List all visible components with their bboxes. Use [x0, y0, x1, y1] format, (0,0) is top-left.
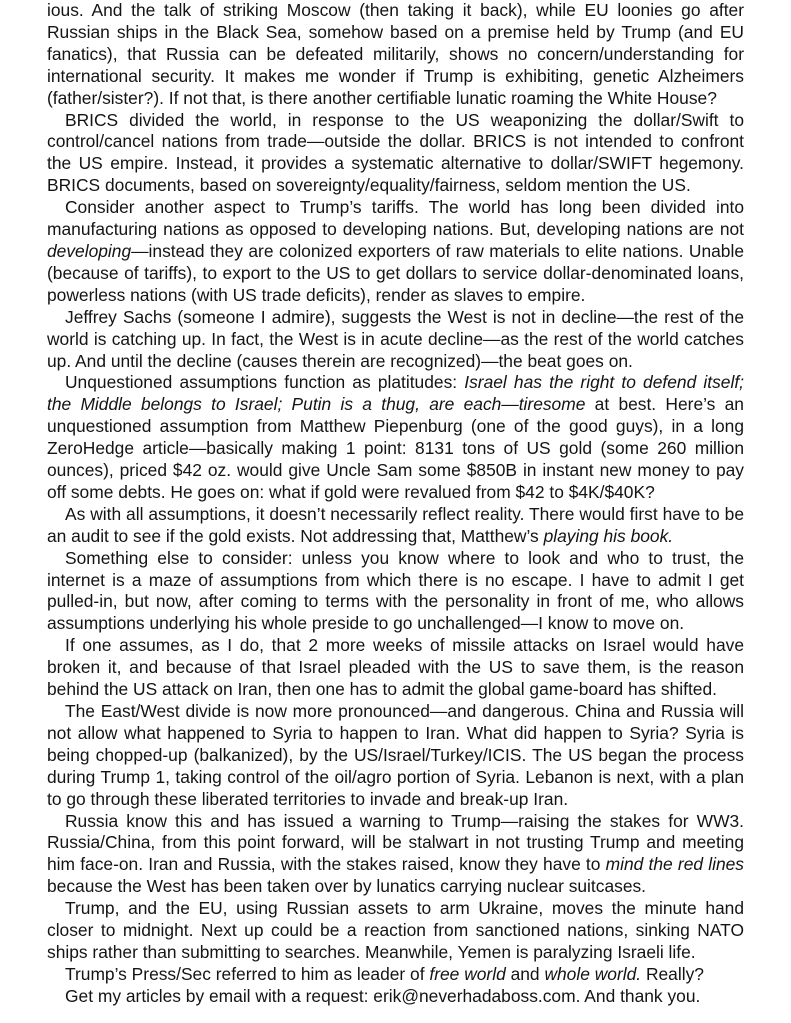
- paragraph-11: [47, 898, 744, 964]
- text-run: The East/West divide is now more pronounced—and dangerous. China and Russia will not allow what happened to Syria to happen to Iran. What did happen to Syria? Syria is being chopped-up (balkanized), by the US/Israel/Turkey/ICIS. The US began the process during Trump 1, taking control of the oil/agro portion of Syria. Lebanon is next, with a plan to go through these liberated territories to invade and break-up Iran.: [47, 701, 744, 809]
- paragraph-13: [47, 986, 744, 1008]
- text-run: Unquestioned assumptions function as platitudes:: [65, 372, 465, 393]
- paragraph-10: [47, 811, 744, 899]
- italic-text: Israel has the right to defend itself; the Middle belongs to Israel; Putin is a thug, are each—tiresome: [47, 372, 744, 415]
- text-run: Trump, and the EU, using Russian assets to arm Ukraine, moves the minute hand closer to midnight. Next up could be a reaction from sanctioned nations, sinking NATO ships rather than submitting to searches. Meanwhile, Yemen is paralyzing Israeli life.: [47, 898, 744, 962]
- text-run: Get my articles by email with a request: erik@neverhadaboss.com. And thank you.: [65, 985, 701, 1006]
- text-run: Really?: [641, 963, 704, 984]
- paragraph-2: [47, 110, 744, 198]
- text-run: because the West has been taken over by lunatics carrying nuclear suitcases.: [47, 876, 647, 897]
- paragraph-3: [47, 197, 744, 307]
- paragraph-6: [47, 504, 744, 548]
- paragraph-12: [47, 964, 744, 986]
- text-run: Something else to consider: unless you know where to look and who to trust, the internet is a maze of assumptions from which there is no escape. I have to admit I get pulled-in, but now, after coming to terms with the personality in front of me, who allows assumptions underlying his whole preside to go unchallenged—I know to move on.: [47, 547, 744, 634]
- italic-text: developing: [47, 240, 132, 261]
- text-run: Consider another aspect to Trump’s tariffs. The world has long been divided into manufacturing nations as opposed to developing nations. But, developing nations are not: [47, 197, 744, 240]
- italic-text: mind the red lines: [605, 854, 745, 875]
- italic-text: free world: [429, 963, 506, 984]
- paragraph-7: [47, 548, 744, 636]
- paragraph-5: [47, 372, 744, 503]
- text-run: and: [505, 963, 545, 984]
- text-run: —instead they are colonized exporters of raw materials to elite nations. Unable (because of tariffs), to export to the US to get dollars to service dollar-denominated loans, powerless nations (with US trade deficits), render as slaves to empire.: [47, 240, 744, 305]
- paragraph-1: [47, 0, 744, 110]
- text-run: As with all assumptions, it doesn’t necessarily reflect reality. There would first have to be an audit to see if the gold exists. Not addressing that, Matthew’s: [47, 503, 744, 546]
- text-run: Jeffrey Sachs (someone I admire), suggests the West is not in decline—the rest of the world is catching up. In fact, the West is in acute decline—as the rest of the world catches up. And until the decline (causes therein are recognized)—the beat goes on.: [47, 306, 744, 371]
- text-run: Russia know this and has issued a warning to Trump—raising the stakes for WW3. Russia/China, from this point forward, will be stalwart in not trusting Trump and meeting him face-on. Iran and Russia, with the stakes raised, know they have to: [47, 810, 744, 875]
- text-run: If one assumes, as I do, that 2 more weeks of missile attacks on Israel would have broken it, and because of that Israel pleaded with the US to save them, is the reason behind the US attack on Iran, then one has to admit the global game-board has shifted.: [47, 635, 744, 700]
- paragraph-8: [47, 635, 744, 701]
- italic-text: whole world.: [544, 963, 642, 984]
- text-run: ious. And the talk of striking Moscow (then taking it back), while EU loonies go after Russian ships in the Black Sea, somehow based on a premise held by Trump (and EU fanatics), that Russia can be defeated militarily, shows no concern/understanding for international security. It makes me wonder if Trump is exhibiting, genetic Alzheimers (father/sister?). If not that, is there another certifiable lunatic roaming the White House?: [47, 0, 744, 108]
- text-run: Trump’s Press/Sec referred to him as leader of: [65, 963, 430, 984]
- paragraph-9: [47, 701, 744, 811]
- text-run: at best. Here’s an unquestioned assumption from Matthew Piepenburg (one of the good guys), in a long ZeroHedge article—basically making 1 point: 8131 tons of US gold (some 260 million ounces), priced $42 oz. would give Uncle Sam some $850B in instant new money to pay off some debts. He goes on: what if gold were revalued from $42 to $4K/$40K?: [47, 394, 744, 502]
- text-run: BRICS divided the world, in response to the US weaponizing the dollar/Swift to control/cancel nations from trade—outside the dollar. BRICS is not intended to confront the US empire. Instead, it provides a systematic alternative to dollar/SWIFT hegemony. BRICS documents, based on sovereignty/equality/fairness, seldom mention the US.: [47, 109, 744, 196]
- italic-text: playing his book.: [543, 525, 674, 546]
- paragraph-4: [47, 307, 744, 373]
